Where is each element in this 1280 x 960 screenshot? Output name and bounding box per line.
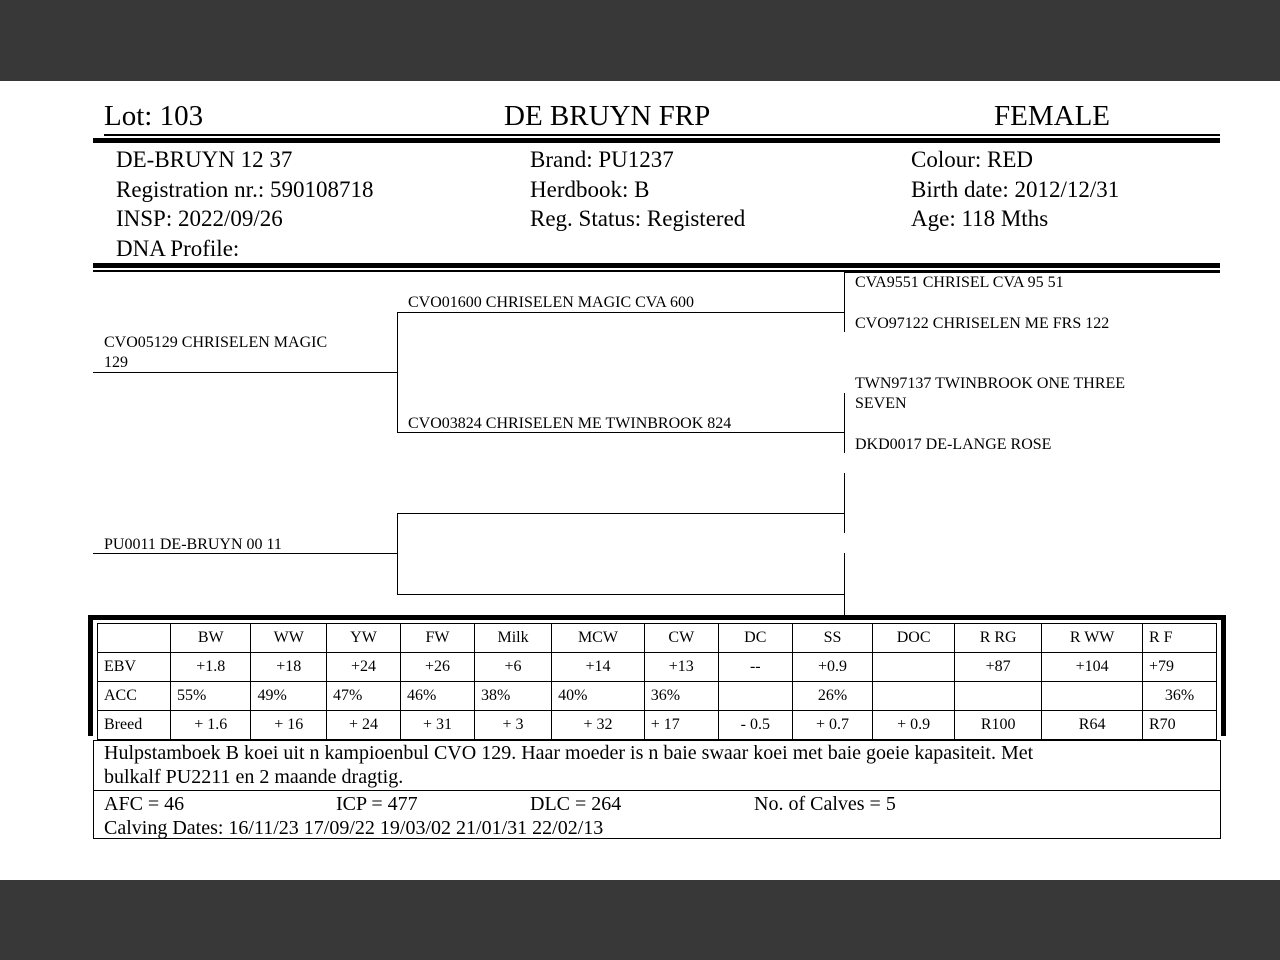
stats-cell: +13	[644, 653, 718, 682]
stats-cell	[718, 682, 792, 711]
stats-row-breed	[98, 711, 1217, 740]
stats-cell: +6	[474, 653, 551, 682]
stats-cell: +87	[955, 653, 1042, 682]
sire-sire-sire-name: CVA9551 CHRISEL CVA 95 51	[855, 274, 1064, 291]
stats-cell: 49%	[251, 682, 327, 711]
stats-header-cell: CW	[644, 624, 718, 653]
stats-cell: 47%	[326, 682, 400, 711]
colour: Colour: RED	[911, 147, 1034, 172]
dam-branch	[397, 513, 398, 594]
remarks-line1: Hulpstamboek B koei uit n kampioenbul CVO 129. Haar moeder is n baie swaar koei met baie goeie kapasiteit. Met	[104, 742, 1034, 764]
stats-cell	[1042, 682, 1143, 711]
stats-cell: 36%	[644, 682, 718, 711]
stats-row-acc	[98, 682, 1217, 711]
lot-number: Lot: 103	[104, 100, 204, 132]
sire-name-line1: CVO05129 CHRISELEN MAGIC	[104, 334, 328, 351]
stats-cell: +14	[552, 653, 645, 682]
stats-header-cell: R RG	[955, 624, 1042, 653]
stats-cell: +0.9	[792, 653, 872, 682]
dam-name: PU0011 DE-BRUYN 00 11	[104, 536, 282, 553]
stats-header-cell: Milk	[474, 624, 551, 653]
stats-cell: 55%	[171, 682, 251, 711]
stats-header-cell: WW	[251, 624, 327, 653]
animal-name: DE-BRUYN 12 37	[116, 147, 293, 172]
stats-cell: 36%	[1142, 682, 1216, 711]
stats-cell	[955, 682, 1042, 711]
dam-dam-branch	[844, 553, 845, 615]
stats-cell: +26	[400, 653, 474, 682]
icp-value: ICP = 477	[336, 793, 418, 815]
stats-cell: --	[718, 653, 792, 682]
dam-dam-line	[397, 594, 845, 595]
stats-cell: R70	[1142, 711, 1216, 740]
sire-branch	[397, 312, 398, 433]
stats-cell: + 0.9	[873, 711, 955, 740]
stats-header-cell: YW	[326, 624, 400, 653]
sire-dam-sire-line1: TWN97137 TWINBROOK ONE THREE	[855, 375, 1126, 392]
inspection-date: INSP: 2022/09/26	[116, 206, 283, 231]
afc-value: AFC = 46	[104, 793, 185, 815]
registration-number: Registration nr.: 590108718	[116, 176, 374, 202]
calves-count: No. of Calves = 5	[754, 793, 896, 815]
stats-cell: +104	[1042, 653, 1143, 682]
header-rule-thin	[104, 134, 1220, 136]
sire-sire-name: CVO01600 CHRISELEN MAGIC CVA 600	[408, 294, 694, 311]
animal-info-col3	[911, 145, 1119, 234]
stats-cell: R64	[1042, 711, 1143, 740]
sire-dam-branch	[844, 393, 845, 453]
sire-dam-sire-name	[855, 374, 1125, 414]
stats-cell: - 0.5	[718, 711, 792, 740]
stats-header-cell: R WW	[1042, 624, 1143, 653]
sire-name	[104, 333, 327, 373]
herdbook: Herdbook: B	[530, 176, 650, 202]
stats-cell: +79	[1142, 653, 1216, 682]
dna-profile: DNA Profile:	[116, 235, 240, 261]
stats-header-row	[98, 624, 1217, 653]
stats-cell: 40%	[552, 682, 645, 711]
sire-dam-name: CVO03824 CHRISELEN ME TWINBROOK 824	[408, 415, 732, 432]
stats-cell: EBV	[98, 653, 171, 682]
animal-info-col2	[530, 145, 745, 234]
calving-dates: Calving Dates: 16/11/23 17/09/22 19/03/02 21/01/31 22/02/13	[104, 817, 604, 839]
stats-cell: R100	[955, 711, 1042, 740]
stats-cell: +18	[251, 653, 327, 682]
dam-sire-branch	[844, 473, 845, 533]
stats-header-cell: DC	[718, 624, 792, 653]
stats-header-cell	[98, 624, 171, 653]
sire-sire-branch	[844, 272, 845, 332]
stats-cell: 38%	[474, 682, 551, 711]
stats-cell: + 0.7	[792, 711, 872, 740]
stats-cell: 46%	[400, 682, 474, 711]
sire-dam-dam-name: DKD0017 DE-LANGE ROSE	[855, 436, 1052, 453]
stats-cell: Breed	[98, 711, 171, 740]
stats-header-cell: SS	[792, 624, 872, 653]
stats-header-cell: DOC	[873, 624, 955, 653]
top-letterbox-bar	[0, 0, 1280, 81]
remarks-line2: bulkalf PU2211 en 2 maande dragtig.	[104, 766, 404, 788]
stats-cell	[873, 682, 955, 711]
info-rule-thick	[93, 263, 1220, 268]
stats-cell: +1.8	[171, 653, 251, 682]
registration-status: Reg. Status: Registered	[530, 206, 746, 231]
animal-info-col1	[116, 145, 373, 263]
stats-cell: 26%	[792, 682, 872, 711]
stats-cell: + 24	[326, 711, 400, 740]
stats-row-ebv	[98, 653, 1217, 682]
birth-date: Birth date: 2012/12/31	[911, 176, 1120, 202]
remarks-box	[93, 740, 1221, 839]
sire-name-line2: 129	[104, 354, 128, 371]
stats-header-cell: FW	[400, 624, 474, 653]
stats-cell: + 32	[552, 711, 645, 740]
stats-cell: +24	[326, 653, 400, 682]
bottom-letterbox-bar	[0, 880, 1280, 960]
stats-cell	[873, 653, 955, 682]
sex-label: FEMALE	[994, 100, 1110, 132]
age: Age: 118 Mths	[911, 206, 1049, 231]
remarks-divider	[94, 790, 1220, 791]
stats-header-cell: BW	[171, 624, 251, 653]
stats-cell: + 3	[474, 711, 551, 740]
dlc-value: DLC = 264	[530, 793, 622, 815]
stats-cell: + 1.6	[171, 711, 251, 740]
stats-cell: ACC	[98, 682, 171, 711]
stats-table	[97, 623, 1217, 740]
stats-header-cell: MCW	[552, 624, 645, 653]
dam-sire-line	[397, 513, 845, 514]
sire-dam-sire-line2: SEVEN	[855, 395, 907, 412]
stats-cell: + 31	[400, 711, 474, 740]
stats-header-cell: R F	[1142, 624, 1216, 653]
stats-cell: + 16	[251, 711, 327, 740]
sire-sire-dam-name: CVO97122 CHRISELEN ME FRS 122	[855, 315, 1110, 332]
stats-cell: + 17	[644, 711, 718, 740]
breeder-name: DE BRUYN FRP	[504, 100, 711, 132]
brand: Brand: PU1237	[530, 147, 674, 172]
header-rule-thick	[93, 138, 1220, 143]
